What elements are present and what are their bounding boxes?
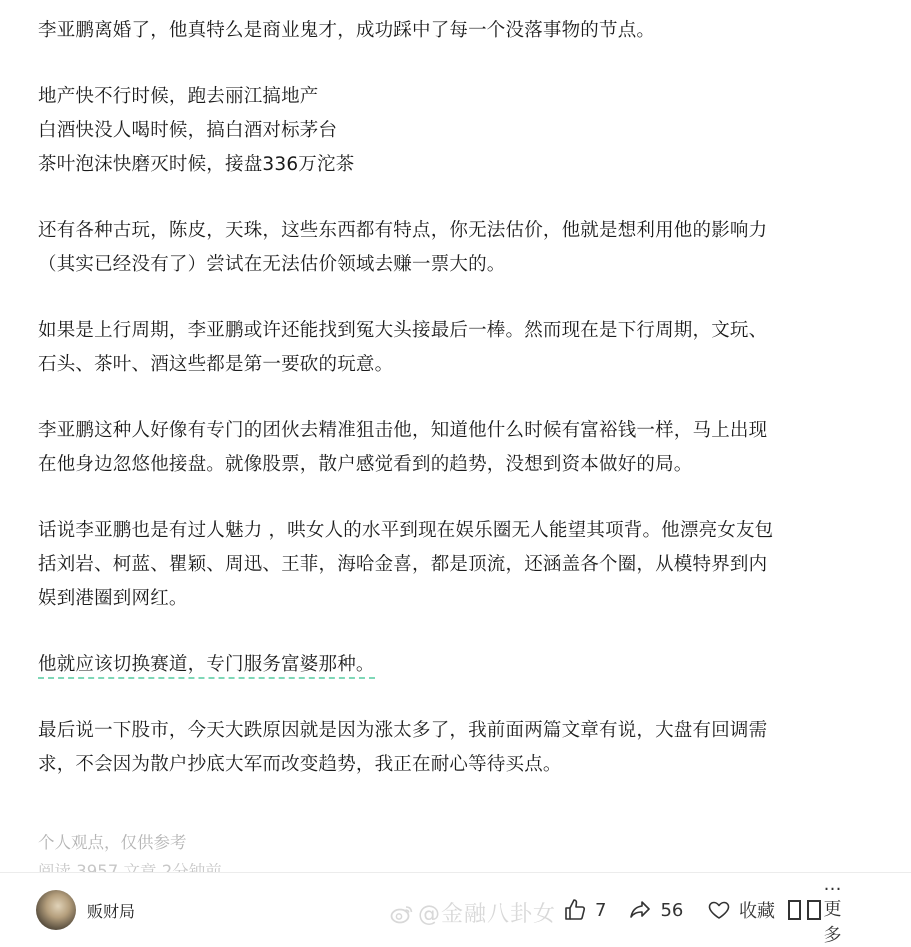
text-line: 白酒快没人喝时候，搞白酒对标茅台 [38, 120, 338, 141]
text-line: （其实已经没有了）尝试在无法估价领域去赚一票大的。 [38, 254, 506, 275]
text-line: 在他身边忽悠他接盘。就像股票，散户感觉看到的趋势，没想到资本做好的局。 [38, 454, 693, 475]
share-count: 56 [660, 899, 684, 921]
more-actions-group [707, 873, 858, 946]
favorite-button[interactable] [707, 897, 775, 923]
watermark [390, 897, 556, 928]
author-name[interactable]: 贩财局 [87, 902, 136, 921]
thumbs-up-icon [563, 898, 587, 922]
heart-icon [707, 898, 731, 922]
article-stats [38, 860, 222, 872]
weibo-logo-icon [390, 904, 414, 924]
share-button[interactable] [628, 898, 683, 922]
text-line: 李亚鹏这种人好像有专门的团伙去精准狙击他，知道他什么时候有富裕钱一样，马上出现 [38, 420, 768, 441]
paragraph-5 [38, 414, 888, 482]
paragraph-7-highlighted[interactable] [38, 648, 888, 682]
text-line: 括刘岩、柯蓝、瞿颖、周迅、王菲，海哈金喜，都是顶流，还涵盖各个圈，从模特界到内 [38, 554, 768, 575]
text-line: 地产快不行时候，跑去丽江搞地产 [38, 86, 319, 107]
highlighted-text-line[interactable]: 他就应该切换赛道，专门服务富婆那种。 [38, 654, 375, 679]
text-line: 茶叶泡沫快磨灭时候，接盘336万沱茶 [38, 154, 355, 175]
paragraph-4 [38, 314, 888, 382]
like-button[interactable] [563, 898, 606, 922]
more-label[interactable]: … 更多 [823, 873, 842, 946]
paragraph-2 [38, 80, 888, 182]
share-arrow-icon [628, 898, 652, 922]
disclaimer-text: 个人观点，仅供参考 [38, 833, 187, 852]
watermark-text: @金融八卦女 [418, 902, 557, 927]
action-group [563, 897, 705, 923]
text-line: 话说李亚鹏也是有过人魅力 ，哄女人的水平到现在娱乐圈无人能望其项背。他漂亮女友包 [38, 520, 774, 541]
text-line: 石头、茶叶、酒这些都是第一要砍的玩意。 [38, 354, 394, 375]
paragraph-8 [38, 714, 888, 782]
text-line: 如果是上行周期，李亚鹏或许还能找到冤大头接最后一棒。然而现在是下行周期，文玩、 [38, 320, 768, 341]
avatar[interactable] [36, 890, 76, 930]
paragraph-1 [38, 14, 888, 48]
like-count: 7 [595, 899, 607, 921]
text-line: 李亚鹏离婚了，他真特么是商业鬼才，成功踩中了每一个没落事物的节点。 [38, 20, 656, 41]
paragraph-6 [38, 514, 888, 616]
text-line: 还有各种古玩，陈皮，天珠，这些东西都有特点，你无法估价，他就是想利用他的影响力 [38, 220, 768, 241]
paragraph-3 [38, 214, 888, 282]
text-line: 娱到港圈到网红。 [38, 588, 188, 609]
square-icon [807, 900, 820, 920]
favorite-label: 收藏 [739, 901, 775, 922]
article-body [38, 14, 888, 814]
square-icon [788, 900, 801, 920]
text-line: 最后说一下股市，今天大跌原因就是因为涨太多了，我前面两篇文章有说，大盘有回调需 [38, 720, 768, 741]
bottom-action-bar [0, 872, 911, 946]
text-line: 求，不会因为散户抄底大军而改变趋势，我正在耐心等待买点。 [38, 754, 562, 775]
